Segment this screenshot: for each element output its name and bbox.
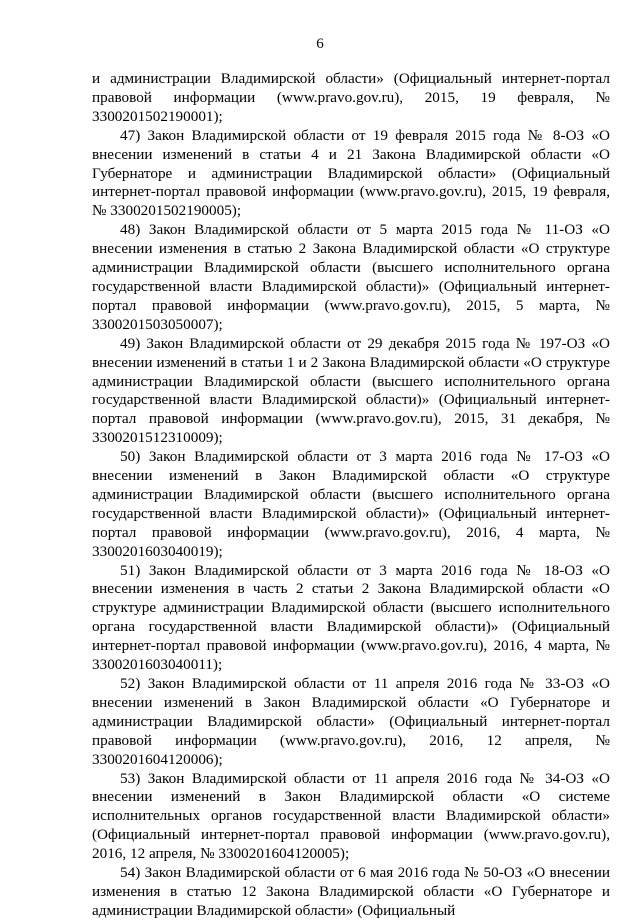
list-item-49: 49) Закон Владимирской области от 29 декабря 2015 года № 197-ОЗ «О внесении изменений в статьи 1 и 2 Закона Владимирской области «О структуре администрации Владимирской области (высшего исполнительного органа государственной власти Владимирской области)» (Официальный интернет-портал правовой информации (www.pravo.gov.ru), 2015, 31 декабря, № 3300201512310009);: [92, 334, 610, 447]
list-item-47: 47) Закон Владимирской области от 19 февраля 2015 года № 8-ОЗ «О внесении изменений в статьи 4 и 21 Закона Владимирской области «О Губернаторе и администрации Владимирской области» (Официальный интернет-портал правовой информации (www.pravo.gov.ru), 2015, 19 февраля, № 3300201502190005);: [92, 126, 610, 220]
list-item-53: 53) Закон Владимирской области от 11 апреля 2016 года № 34-ОЗ «О внесении изменений в Закон Владимирской области «О системе исполнительных органов государственной власти Владимирской области» (Официальный интернет-портал правовой информации (www.pravo.gov.ru), 2016, 12 апреля, № 3300201604120005);: [92, 769, 610, 863]
paragraph-continuation: и администрации Владимирской области» (Официальный интернет-портал правовой информации (www.pravo.gov.ru), 2015, 19 февраля, № 3300201502190001);: [92, 70, 610, 125]
document-body: [92, 70, 610, 921]
list-item-48: 48) Закон Владимирской области от 5 марта 2015 года № 11-ОЗ «О внесении изменения в статью 2 Закона Владимирской области «О структуре администрации Владимирской области (высшего исполнительного органа государственной власти Владимирской области)» (Официальный интернет-портал правовой информации (www.pravo.gov.ru), 2015, 5 марта, № 3300201503050007);: [92, 221, 610, 333]
list-item-50: 50) Закон Владимирской области от 3 марта 2016 года № 17-ОЗ «О внесении изменений в Закон Владимирской области «О структуре администрации Владимирской области (высшего исполнительного органа государственной власти Владимирской области)» (Официальный интернет-портал правовой информации (www.pravo.gov.ru), 2016, 4 марта, № 3300201603040019);: [92, 448, 610, 560]
list-item-52: 52) Закон Владимирской области от 11 апреля 2016 года № 33-ОЗ «О внесении изменений в Закон Владимирской области «О Губернаторе и администрации Владимирской области» (Официальный интернет-портал правовой информации (www.pravo.gov.ru), 2016, 12 апреля, № 3300201604120006);: [92, 675, 610, 768]
list-item-54: 54) Закон Владимирской области от 6 мая 2016 года № 50-ОЗ «О внесении изменения в статью 12 Закона Владимирской области «О Губернаторе и администрации Владимирской области» (Официальный: [92, 864, 610, 919]
list-item-51: 51) Закон Владимирской области от 3 марта 2016 года № 18-ОЗ «О внесении изменения в часть 2 статьи 2 Закона Владимирской области «О структуре администрации Владимирской области (высшего исполнительного органа государственной власти Владимирской области)» (Официальный интернет-портал правовой информации (www.pravo.gov.ru), 2016, 4 марта, № 3300201603040011);: [92, 561, 610, 674]
page-number: 6: [316, 36, 324, 52]
